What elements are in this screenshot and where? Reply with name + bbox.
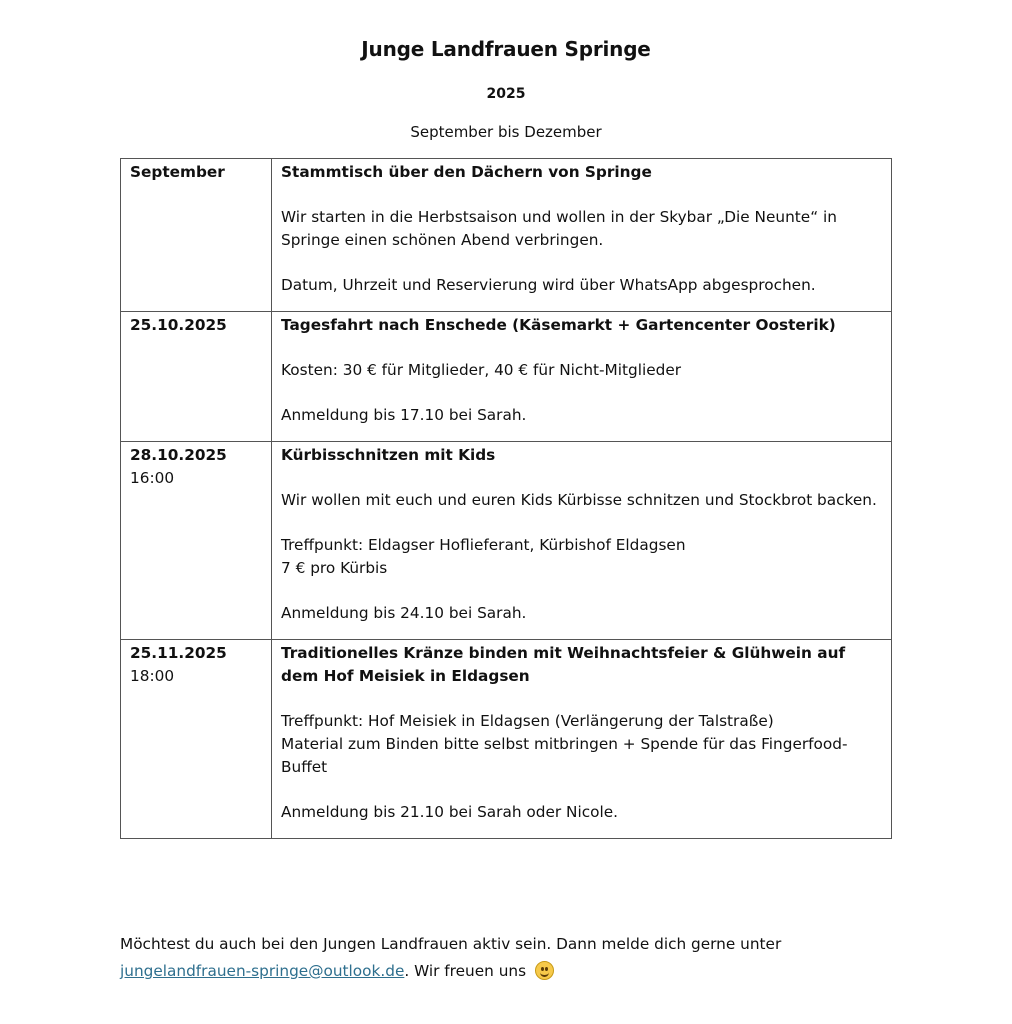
year-heading: 2025 [486,86,526,102]
footer-closing: . Wir freuen uns [404,962,527,980]
event-paragraph [281,404,883,427]
event-table [120,158,892,839]
event-text-line: Treffpunkt: Eldagser Hoflieferant, Kürbishof Eldagsen [281,536,686,554]
event-text-line: Anmeldung bis 21.10 bei Sarah oder Nicole. [281,803,618,821]
event-paragraph [281,534,883,580]
event-date: September [130,163,225,181]
event-paragraph [281,602,883,625]
event-table-body [121,159,892,839]
footer-note [120,931,900,985]
event-text-line: Material zum Binden bitte selbst mitbringen + Spende für das Fingerfood-Buffet [281,735,848,776]
event-text-line: Wir wollen mit euch und euren Kids Kürbisse schnitzen und Stockbrot backen. [281,491,877,509]
event-title: Tagesfahrt nach Enschede (Käsemarkt + Gartencenter Oosterik) [281,316,836,334]
event-paragraph [281,274,883,297]
event-title: Kürbisschnitzen mit Kids [281,446,496,464]
event-paragraph [281,359,883,382]
event-paragraph [281,710,883,779]
event-date-cell [121,312,272,442]
event-text-line: Anmeldung bis 17.10 bei Sarah. [281,406,527,424]
footer-text: Möchtest du auch bei den Jungen Landfrauen aktiv sein. Dann melde dich gerne unter [120,935,782,953]
event-date: 25.11.2025 [130,644,227,662]
event-text-line: 7 € pro Kürbis [281,559,388,577]
event-date-cell [121,159,272,312]
event-title: Stammtisch über den Dächern von Springe [281,163,652,181]
event-row [121,640,892,839]
event-row [121,442,892,640]
event-time: 18:00 [130,667,175,685]
event-date: 28.10.2025 [130,446,227,464]
event-text-line: Anmeldung bis 24.10 bei Sarah. [281,604,527,622]
event-time: 16:00 [130,469,175,487]
event-details-cell [272,159,892,312]
event-title: Traditionelles Kränze binden mit Weihnachtsfeier & Glühwein auf dem Hof Meisiek in Eldagsen [281,644,846,685]
event-text-line: Kosten: 30 € für Mitglieder, 40 € für Nicht-Mitglieder [281,361,682,379]
period-subtitle: September bis Dezember [410,123,602,141]
event-paragraph [281,206,883,252]
event-text-line: Datum, Uhrzeit und Reservierung wird über WhatsApp abgesprochen. [281,276,816,294]
event-paragraph [281,489,883,512]
page-title: Junge Landfrauen Springe [361,37,651,61]
event-details-cell [272,312,892,442]
event-row [121,312,892,442]
event-date: 25.10.2025 [130,316,227,334]
event-text-line: Treffpunkt: Hof Meisiek in Eldagsen (Verlängerung der Talstraße) [281,712,774,730]
event-text-line: Wir starten in die Herbstsaison und wollen in der Skybar „Die Neunte“ in Springe einen schönen Abend verbringen. [281,208,837,249]
event-date-cell [121,640,272,839]
event-details-cell [272,640,892,839]
event-details-cell [272,442,892,640]
event-paragraph [281,801,883,824]
email-link[interactable]: jungelandfrauen-springe@outlook.de [120,962,405,980]
event-row [121,159,892,312]
event-date-cell [121,442,272,640]
smiling-face-icon [535,961,554,980]
